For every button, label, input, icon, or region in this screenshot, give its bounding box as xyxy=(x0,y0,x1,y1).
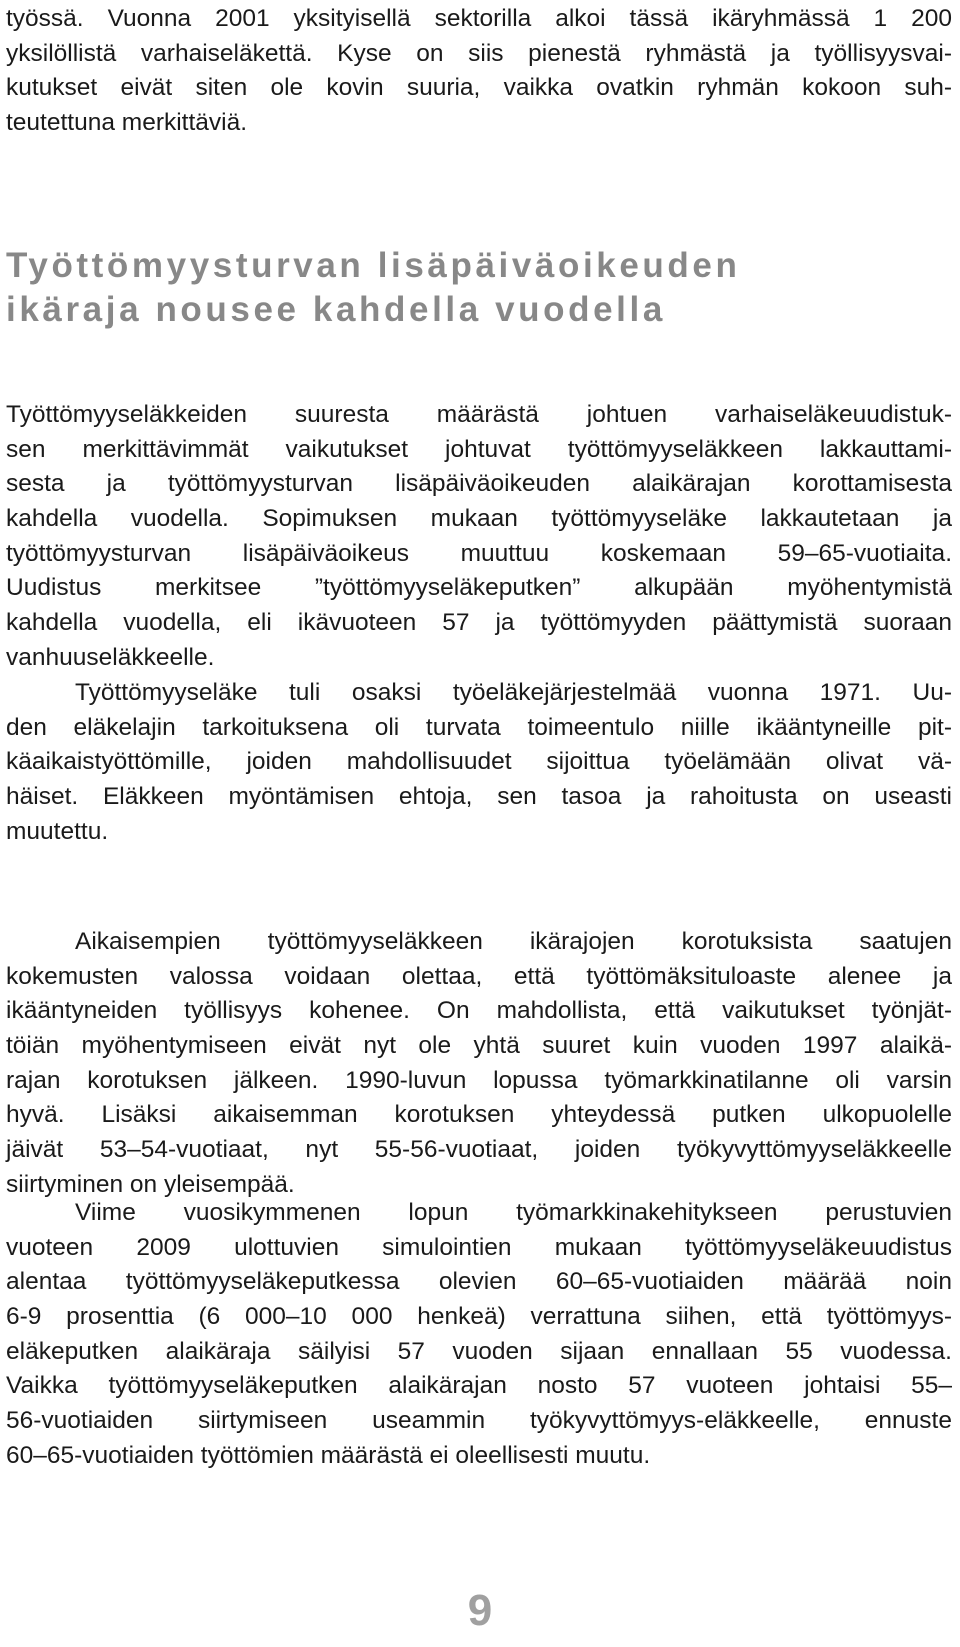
text-line: 56-vuotiaiden siirtymiseen useammin työkyvyttömyys-eläkkeelle, ennuste xyxy=(6,1407,952,1435)
body-paragraph xyxy=(6,1196,952,1474)
text-line: vuoteen 2009 ulottuvien simulointien mukaan työttömyyseläkeuudistus xyxy=(6,1233,952,1261)
text-line: Työttömyyseläkkeiden suuresta määrästä johtuen varhaiseläkeuudistuk- xyxy=(6,401,952,428)
heading-line: Työttömyysturvan lisäpäiväoikeuden xyxy=(6,246,741,285)
text-line: Uudistus merkitsee ”työttömyyseläkeputken” alkupään myöhentymistä xyxy=(6,574,952,602)
text-line: kahdella vuodella. Sopimuksen mukaan työttömyyseläke lakkautetaan ja xyxy=(6,505,952,533)
text-line: Aikaisempien työttömyyseläkkeen ikärajojen korotuksista saatujen xyxy=(75,928,952,955)
text-line: alentaa työttömyyseläkeputkessa olevien 60–65-vuotiaiden määrää noin xyxy=(6,1268,952,1296)
text-line: muutettu. xyxy=(6,817,109,845)
text-line: siirtyminen on yleisempää. xyxy=(6,1170,295,1198)
text-line: kutukset eivät siten ole kovin suuria, vaikka ovatkin ryhmän kokoon suh- xyxy=(6,74,952,102)
text-line: Viime vuosikymmenen lopun työmarkkinakehitykseen perustuvien xyxy=(75,1199,952,1226)
text-line: sen merkittävimmät vaikutukset johtuvat työttömyyseläkkeen lakkauttami- xyxy=(6,435,952,463)
intro-paragraph xyxy=(6,2,952,141)
text-line: Vaikka työttömyyseläkeputken alaikärajan nosto 57 vuoteen johtaisi 55– xyxy=(6,1372,952,1400)
text-line: 6-9 prosenttia (6 000–10 000 henkeä) verrattuna siihen, että työttömyys- xyxy=(6,1303,952,1331)
text-line: vanhuuseläkkeelle. xyxy=(6,643,215,671)
text-line: töiän myöhentymiseen eivät nyt ole yhtä suuret kuin vuoden 1997 alaikä- xyxy=(6,1032,952,1060)
text-line: rajan korotuksen jälkeen. 1990-luvun lopussa työmarkkinatilanne oli varsin xyxy=(6,1066,952,1094)
text-line: yksilöllistä varhaiseläkettä. Kyse on siis pienestä ryhmästä ja työllisyysvai- xyxy=(6,39,952,67)
text-line: häiset. Eläkkeen myöntämisen ehtoja, sen tasoa ja rahoitusta on useasti xyxy=(6,783,952,811)
text-line: jäivät 53–54-vuotiaat, nyt 55-56-vuotiaat, joiden työkyvyttömyyseläkkeelle xyxy=(6,1136,952,1164)
text-line: käaikaistyöttömille, joiden mahdollisuudet sijoittua työelämään olivat vä- xyxy=(6,748,952,776)
text-line: kokemusten valossa voidaan olettaa, että työttömäksituloaste alenee ja xyxy=(6,962,952,990)
text-line: työttömyysturvan lisäpäiväoikeus muuttuu koskemaan 59–65-vuotiaita. xyxy=(6,539,952,567)
body-paragraph xyxy=(6,398,952,676)
text-line: sesta ja työttömyysturvan lisäpäiväoikeuden alaikärajan korottamisesta xyxy=(6,470,952,498)
text-line: den eläkelajin tarkoituksena oli turvata toimeentulo niille ikääntyneille pit- xyxy=(6,713,952,741)
text-line: hyvä. Lisäksi aikaisemman korotuksen yhteydessä putken ulkopuolelle xyxy=(6,1101,952,1129)
text-line: työssä. Vuonna 2001 yksityisellä sektorilla alkoi tässä ikäryhmässä 1 200 xyxy=(6,5,952,32)
text-line: kahdella vuodella, eli ikävuoteen 57 ja työttömyyden päättymistä suoraan xyxy=(6,609,952,637)
section-heading xyxy=(6,244,952,332)
text-line: 60–65-vuotiaiden työttömien määrästä ei oleellisesti muutu. xyxy=(6,1441,651,1469)
text-line: Työttömyyseläke tuli osaksi työeläkejärjestelmää vuonna 1971. Uu- xyxy=(75,679,952,706)
body-paragraph xyxy=(6,676,952,849)
text-line: teutettuna merkittäviä. xyxy=(6,109,248,137)
body-paragraph xyxy=(6,925,952,1203)
heading-line: ikäraja nousee kahdella vuodella xyxy=(6,290,666,329)
page-number: 9 xyxy=(467,1586,493,1635)
text-line: ikääntyneiden työllisyys kohenee. On mahdollista, että vaikutukset työnjät- xyxy=(6,997,952,1025)
text-line: eläkeputken alaikäraja säilyisi 57 vuoden sijaan ennallaan 55 vuodessa. xyxy=(6,1337,952,1365)
